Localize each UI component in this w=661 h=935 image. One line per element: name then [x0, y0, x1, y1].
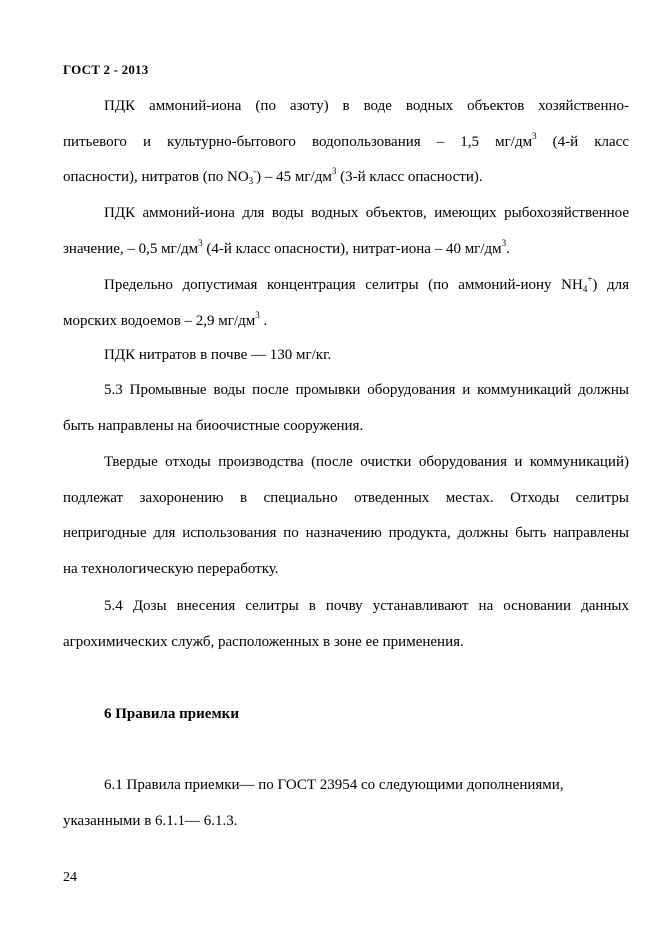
text-line: значение, – 0,5 $мг/дм^3$ (4-й класс опасности), нитрат-иона – 40 $мг/дм^3$. [63, 237, 510, 257]
paragraph-6-1 [63, 768, 629, 839]
text-line: на технологическую переработку. [63, 560, 279, 577]
text-line: ПДК нитратов в почве — 130 мг/кг. [104, 347, 332, 363]
paragraph-soil-nitrates [63, 338, 629, 374]
text-line: морских водоемов – 2,9 $мг/дм^3$ . [63, 309, 268, 329]
paragraph-sea-water [63, 268, 629, 339]
paragraph-5-3 [63, 373, 629, 444]
document-header: ГОСТ 2 - 2013 [63, 62, 149, 77]
text-line: указанными в 6.1.1— 6.1.3. [63, 812, 238, 829]
text-line: подлежат захоронению в специально отведенных местах. Отходы селитры [63, 489, 629, 506]
paragraph-pdk-ammonium-water [63, 89, 629, 196]
text-line: Твердые отходы производства (после очистки оборудования и коммуникаций) [104, 454, 629, 470]
text-line: ПДК аммоний-иона (по азоту) в воде водных объектов хозяйственно- [104, 98, 629, 114]
section-heading-6: 6 Правила приемки [104, 706, 239, 722]
text-line: ПДК аммоний-иона для воды водных объектов, имеющих рыбохозяйственное [104, 205, 629, 221]
text-line: агрохимических служб, расположенных в зоне ее применения. [63, 633, 464, 650]
paragraph-solid-waste [63, 445, 629, 587]
paragraph-pdk-fishery [63, 196, 629, 267]
text-line: питьевого и культурно-бытового водопользования – 1,5 $мг/дм^3$ (4-й класс [63, 130, 629, 150]
text-line: быть направлены на биоочистные сооружения. [63, 417, 364, 434]
text-line: Предельно допустимая концентрация селитры (по аммоний-иону $NH_4^+$) для [104, 274, 630, 294]
paragraph-5-4 [63, 589, 629, 660]
text-line: 5.4 Дозы внесения селитры в почву устанавливают на основании данных [104, 598, 629, 614]
text-line: 6.1 Правила приемки— по ГОСТ 23954 со следующими дополнениями, [104, 777, 564, 793]
text-line: опасности), нитратов (по $NO_3^-) - 45$ $мг/дм^3$ (3-й класс опасности). [63, 166, 483, 186]
text-line: 5.3 Промывные воды после промывки оборудования и коммуникаций должны [104, 382, 629, 398]
page-number: 24 [63, 870, 77, 885]
text-line: непригодные для использования по назначению продукта, должны быть направлены [63, 525, 629, 541]
